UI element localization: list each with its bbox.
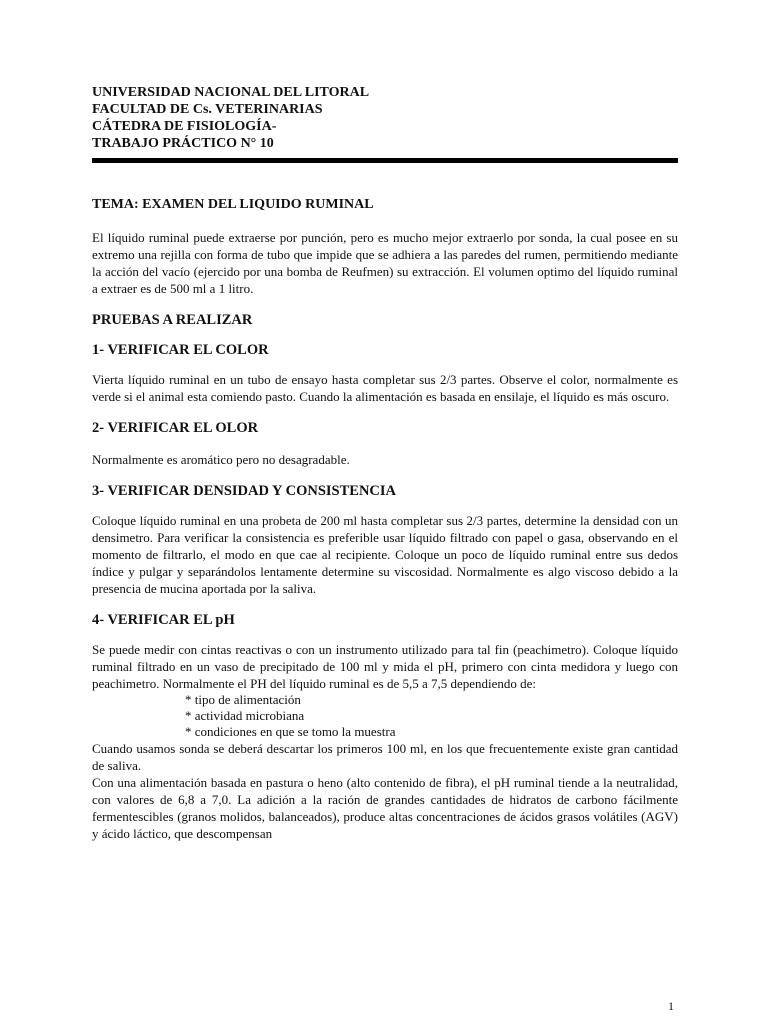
list-item: * condiciones en que se tomo la muestra [185,724,396,739]
faculty-name: FACULTAD DE Cs. VETERINARIAS [92,102,323,117]
document-header [92,84,678,152]
practical-title: TRABAJO PRÁCTICO N° 10 [92,136,274,151]
section-density-text: Coloque líquido ruminal en una probeta de 200 ml hasta completar sus 2/3 partes, determine la densidad con un densimetro. Para verificar la consistencia es preferible usar líquido filtrado con papel o gasa, observando en el momento de filtrarlo, el modo en que cae al recipiente. Coloque un poco de líquido ruminal entre sus dedos índice y pulgar y separándolos lentamente determine su viscosidad. Normalmente es algo viscoso debido a la presencia de mucina aportada por la saliva. [92,513,678,596]
chair-name: CÁTEDRA DE FISIOLOGÍA- [92,119,277,134]
section-smell-text: Normalmente es aromático pero no desagradable. [92,452,350,467]
section-color-title: 1- VERIFICAR EL COLOR [92,342,269,358]
intro-paragraph: El líquido ruminal puede extraerse por punción, pero es mucho mejor extraerlo por sonda, la cual posee en su extremo una rejilla con forma de tubo que impide que se adhiera a las paredes del rumen, permitiendo mediante la acción del vacío (ejercido por una bomba de Reufmen) su extracción. El volumen optimo del líquido ruminal a extraer es de 500 ml a 1 litro. [92,230,678,296]
ph-factor-list [92,692,678,740]
section-ph-feed-text: Con una alimentación basada en pastura o heno (alto contenido de fibra), el pH ruminal tiende a la neutralidad, con valores de 6,8 a 7,0. La adición a la ración de grandes cantidades de hidratos de carbono fácilmente fermentescibles (granos molidos, balanceados), produce altas concentraciones de ácidos grasos volátiles (AGV) y ácido láctico, que descompensan [92,775,678,841]
university-name: UNIVERSIDAD NACIONAL DEL LITORAL [92,85,370,100]
document-page [92,84,678,1014]
section-color-text: Vierta líquido ruminal en un tubo de ensayo hasta completar sus 2/3 partes. Observe el color, normalmente es verde si el animal esta comiendo pasto. Cuando la alimentación es basada en ensilaje, el líquido es más oscuro. [92,372,678,404]
section-density-title: 3- VERIFICAR DENSIDAD Y CONSISTENCIA [92,483,397,499]
topic-title: TEMA: EXAMEN DEL LIQUIDO RUMINAL [92,197,374,212]
list-item: * tipo de alimentación [185,692,301,707]
header-divider [92,158,678,163]
section-ph-title: 4- VERIFICAR EL pH [92,612,235,628]
list-item: * actividad microbiana [185,708,305,723]
page-number: 1 [668,999,674,1013]
section-smell-title: 2- VERIFICAR EL OLOR [92,420,259,436]
section-ph-text: Se puede medir con cintas reactivas o con un instrumento utilizado para tal fin (peachimetro). Coloque líquido ruminal filtrado en un vaso de precipitado de 100 ml y mida el pH, primero con cinta medidora y luego con peachimetro. Normalmente el PH del líquido ruminal es de 5,5 a 7,5 dependiendo de: [92,642,678,691]
section-ph-sonda-text: Cuando usamos sonda se deberá descartar los primeros 100 ml, en los que frecuentemente existe gran cantidad de saliva. [92,741,678,773]
tests-heading: PRUEBAS A REALIZAR [92,312,253,328]
